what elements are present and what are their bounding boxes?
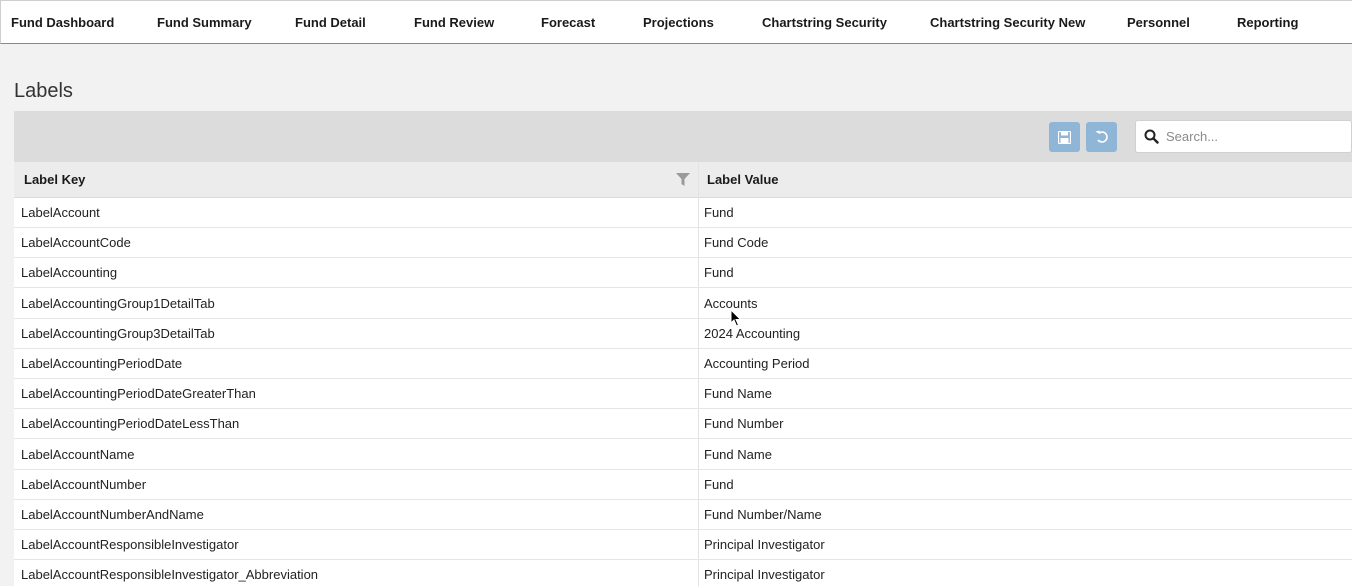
cell-label-value: Fund (704, 265, 734, 281)
nav-personnel[interactable]: Personnel (1127, 15, 1190, 30)
table-row[interactable] (14, 409, 1352, 439)
cell-label-value: Fund Name (704, 386, 772, 402)
cell-label-key: LabelAccountingPeriodDate (21, 356, 183, 371)
nav-projections[interactable]: Projections (643, 15, 714, 30)
page-title: Labels (14, 80, 73, 102)
nav-fund-review[interactable]: Fund Review (414, 15, 495, 30)
nav-chartstring-security[interactable]: Chartstring Security (762, 15, 887, 30)
nav-fund-detail[interactable]: Fund Detail (295, 15, 366, 30)
nav-reporting[interactable]: Reporting (1237, 15, 1299, 30)
cell-label-value: Accounting Period (704, 356, 810, 371)
table-row[interactable] (14, 440, 1352, 470)
column-header-label-value[interactable]: Label Value (707, 172, 779, 187)
table-row[interactable] (14, 379, 1352, 409)
undo-button[interactable] (1086, 122, 1117, 152)
cell-label-value: Accounts (704, 295, 758, 311)
cell-label-value: Fund Number (704, 416, 784, 432)
filter-icon[interactable] (676, 173, 690, 187)
table-row[interactable] (14, 530, 1352, 560)
cell-label-value: Fund Code (704, 235, 769, 251)
save-button[interactable] (1049, 122, 1080, 152)
cell-label-key: LabelAccountCode (21, 235, 131, 251)
cell-label-key: LabelAccounting (21, 265, 118, 281)
nav-chartstring-security-new[interactable]: Chartstring Security New (930, 15, 1086, 30)
cell-label-value: 2024 Accounting (704, 325, 801, 341)
cell-label-key: LabelAccountResponsibleInvestigator (21, 537, 239, 553)
search-input[interactable] (1166, 121, 1346, 152)
labels-grid (14, 162, 1352, 586)
mouse-cursor-icon (730, 309, 742, 327)
cell-label-key: LabelAccountingGroup1DetailTab (21, 295, 215, 311)
cell-label-value: Fund Number/Name (704, 507, 822, 522)
table-row[interactable] (14, 258, 1352, 288)
table-row[interactable] (14, 470, 1352, 500)
cell-label-value: Fund (704, 476, 734, 492)
cell-label-value: Fund Name (704, 446, 772, 462)
column-header-label-key[interactable]: Label Key (24, 172, 86, 187)
table-row[interactable] (14, 319, 1352, 349)
table-row[interactable] (14, 560, 1352, 586)
save-icon (1058, 131, 1071, 144)
cell-label-key: LabelAccountingGroup3DetailTab (21, 325, 215, 341)
cell-label-key: LabelAccountNumberAndName (21, 507, 204, 522)
cell-label-value: Fund (704, 205, 734, 220)
table-row[interactable] (14, 228, 1352, 258)
grid-toolbar (14, 111, 1352, 162)
nav-fund-summary[interactable]: Fund Summary (157, 15, 252, 30)
table-row[interactable] (14, 198, 1352, 228)
table-row[interactable] (14, 500, 1352, 530)
cell-label-key: LabelAccountResponsibleInvestigator_Abbreviation (21, 567, 319, 583)
nav-forecast[interactable]: Forecast (541, 15, 596, 30)
search-box (1135, 120, 1352, 153)
cell-label-value: Principal Investigator (704, 537, 825, 553)
cell-label-key: LabelAccount (21, 205, 100, 220)
cell-label-key: LabelAccountName (21, 446, 135, 462)
top-navigation (0, 0, 1352, 44)
search-icon (1144, 129, 1159, 144)
table-row[interactable] (14, 349, 1352, 379)
cell-label-key: LabelAccountNumber (21, 476, 147, 492)
grid-header (14, 162, 1352, 198)
table-row[interactable] (14, 289, 1352, 319)
cell-label-key: LabelAccountingPeriodDateGreaterThan (21, 386, 256, 402)
undo-icon (1095, 130, 1109, 144)
cell-label-value: Principal Investigator (704, 567, 825, 583)
nav-fund-dashboard[interactable]: Fund Dashboard (11, 15, 115, 30)
cell-label-key: LabelAccountingPeriodDateLessThan (21, 416, 240, 432)
